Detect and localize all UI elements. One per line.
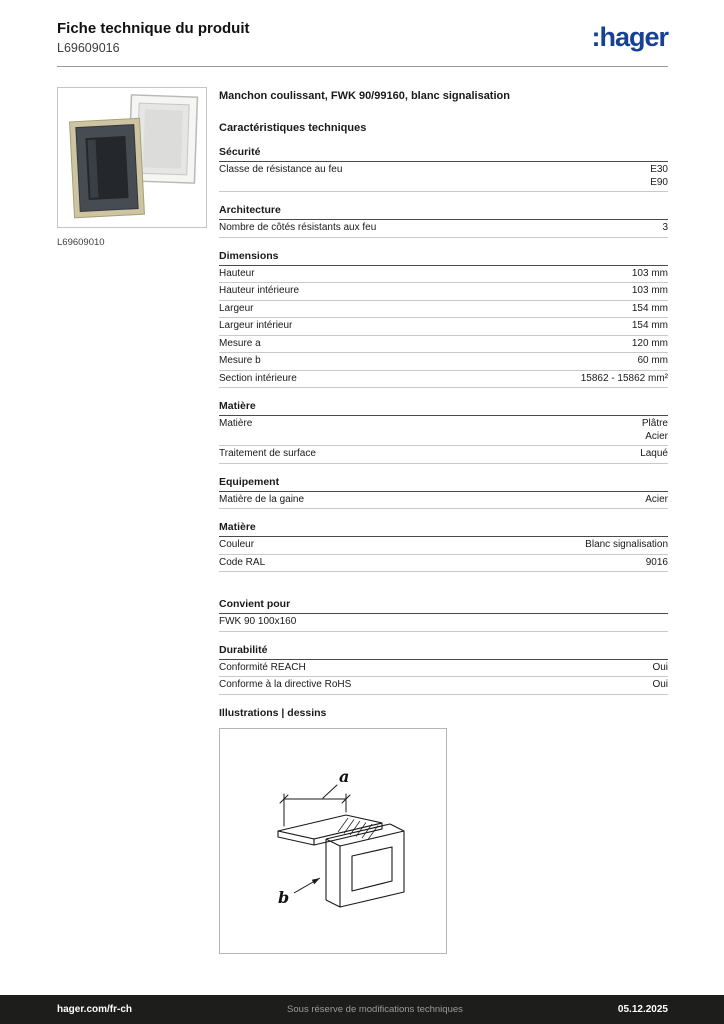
section-title: Convient pour — [219, 598, 668, 614]
section-rows — [219, 537, 668, 572]
row-label: Matière — [219, 418, 253, 429]
spec-row — [219, 301, 668, 319]
spec-row — [219, 537, 668, 555]
row-label: Hauteur — [219, 267, 255, 279]
spec-section — [219, 598, 668, 632]
row-value: Laqué — [640, 448, 668, 459]
row-value: 103 mm — [631, 285, 668, 296]
section-title: Matière — [219, 400, 668, 416]
spec-section — [219, 644, 668, 695]
spec-row — [219, 336, 668, 354]
illustration-box — [219, 728, 447, 954]
row-label: Couleur — [219, 539, 255, 550]
section-title: Architecture — [219, 204, 668, 220]
row-label: Nombre de côtés résistants aux feu — [219, 222, 377, 233]
spec-row — [219, 492, 668, 510]
row-values — [652, 679, 668, 692]
row-label: Largeur — [219, 302, 254, 314]
row-label: Largeur intérieur — [219, 320, 293, 331]
spec-row — [219, 220, 668, 238]
row-value: Plâtre — [641, 418, 668, 429]
section-rows — [219, 660, 668, 695]
row-value: Oui — [652, 679, 668, 690]
footer-date: 05.12.2025 — [617, 1004, 668, 1015]
row-value: 154 mm — [631, 302, 668, 314]
footer-disclaimer: Sous réserve de modifications techniques — [287, 1004, 463, 1015]
spec-section — [219, 400, 668, 464]
spec-row — [219, 446, 668, 464]
spec-section — [219, 521, 668, 572]
spec-section — [219, 204, 668, 238]
row-values — [581, 373, 668, 386]
left-column — [57, 87, 207, 248]
header-text — [57, 20, 250, 55]
row-label: Conforme à la directive RoHS — [219, 679, 352, 690]
row-values — [662, 222, 668, 235]
row-value: 15862 - 15862 mm² — [580, 372, 668, 384]
page-subtitle: L69609016 — [57, 41, 120, 55]
row-label: Classe de résistance au feu — [219, 164, 343, 175]
section-title: Illustrations | dessins — [219, 706, 327, 719]
row-label: Conformité REACH — [219, 661, 306, 673]
row-value: E30 — [650, 164, 668, 175]
section-rows — [219, 220, 668, 238]
row-value: 120 mm — [631, 337, 668, 349]
dim-label-a: a — [339, 766, 350, 786]
product-image-box — [57, 87, 207, 228]
spec-sections — [219, 146, 668, 722]
section-rows — [219, 614, 668, 632]
section-title: Matière — [219, 521, 668, 537]
row-label: Mesure b — [219, 355, 261, 366]
footer — [0, 995, 724, 1024]
row-values — [632, 338, 668, 351]
product-photo — [58, 88, 206, 227]
hager-logo: :hager — [591, 22, 668, 52]
image-caption: L69609010 — [57, 237, 105, 248]
spec-row — [219, 318, 668, 336]
spec-section — [219, 707, 668, 722]
row-values — [646, 557, 668, 570]
page-title: Fiche technique du produit — [57, 20, 250, 37]
product-name: Manchon coulissant, FWK 90/99160, blanc signalisation — [219, 90, 510, 102]
row-values — [632, 268, 668, 281]
row-value: Blanc signalisation — [585, 539, 668, 550]
row-values — [632, 303, 668, 316]
section-title: Equipement — [219, 476, 668, 492]
section-rows — [219, 162, 668, 192]
content — [0, 67, 724, 954]
row-values — [585, 539, 668, 552]
row-label: Traitement de surface — [219, 448, 316, 459]
row-values — [652, 662, 668, 675]
row-values — [645, 494, 668, 507]
row-values — [632, 285, 668, 298]
row-label: Matière de la gaine — [219, 493, 305, 505]
section-rows — [219, 416, 668, 464]
section-title: Durabilité — [219, 644, 668, 660]
spec-section — [219, 250, 668, 389]
row-value: 60 mm — [637, 355, 668, 366]
spec-row — [219, 283, 668, 301]
row-values — [637, 355, 668, 368]
row-values — [642, 418, 668, 443]
spec-row — [219, 555, 668, 573]
row-value: Acier — [645, 493, 668, 505]
spec-row — [219, 162, 668, 192]
spec-row — [219, 371, 668, 389]
spec-row — [219, 353, 668, 371]
dim-label-b: b — [278, 887, 290, 907]
section-title: Dimensions — [219, 250, 668, 266]
section-title: Sécurité — [219, 146, 668, 162]
row-values — [632, 320, 668, 333]
spec-section — [219, 146, 668, 192]
spec-row — [219, 660, 668, 678]
technical-drawing — [220, 730, 446, 952]
row-value: 154 mm — [631, 320, 668, 331]
spec-section — [219, 476, 668, 510]
characteristics-title: Caractéristiques techniques — [219, 122, 367, 134]
row-label: FWK 90 100x160 — [219, 616, 297, 627]
row-value: Oui — [652, 661, 668, 673]
footer-url[interactable]: hager.com/fr-ch — [57, 1004, 133, 1015]
spec-row — [219, 614, 668, 632]
header — [0, 0, 724, 55]
row-label: Mesure a — [219, 337, 261, 349]
row-values — [640, 448, 668, 461]
right-column — [219, 87, 668, 954]
section-rows — [219, 266, 668, 389]
row-label: Code RAL — [219, 556, 266, 568]
spec-row — [219, 266, 668, 284]
section-rows — [219, 492, 668, 510]
spec-row — [219, 416, 668, 446]
row-value: 9016 — [645, 556, 668, 568]
row-label: Section intérieure — [219, 372, 297, 384]
spec-row — [219, 677, 668, 695]
row-value: Acier — [645, 430, 668, 442]
row-label: Hauteur intérieure — [219, 285, 300, 296]
row-values — [650, 164, 668, 189]
row-value: E90 — [650, 176, 668, 188]
row-value: 3 — [662, 222, 668, 233]
row-value: 103 mm — [631, 267, 668, 279]
